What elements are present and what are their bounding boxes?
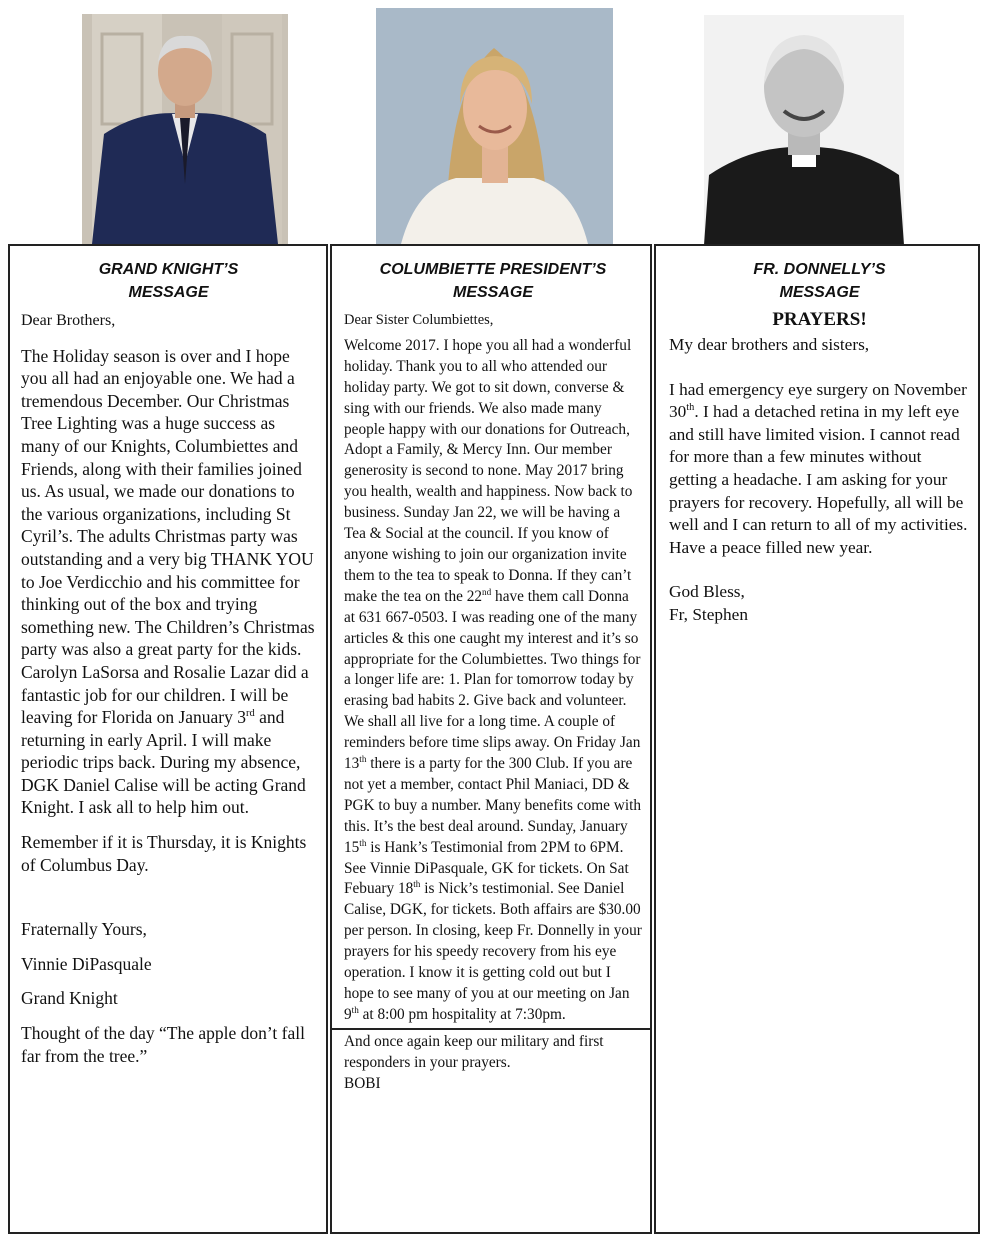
- message-body: Welcome 2017. I hope you all had a wonderful holiday. Thank you to all who attended our holiday party. We got to sit down, converse & sing with our friends. We also made many people happy with our donations for Outreach, Adopt a Family, & Mercy Inn. Our member generosity is second to none. May 2017 bring you health, wealth and happiness. Now back to business. Sunday Jan 22, we will be having a Tea & Social at the council. If you know of anyone wishing to join our organization invite them to the tea to speak to Donna. If they can’t make the tea on the 22nd have them call Donna at 631 667-0503. I was reading one of the many articles & this one caught my interest and it’s so appropriate for the Columbiettes. Two things for a longer life are: 1. Plan for tomorrow today by erasing bad habits 2. Give back and volunteer. We shall all live for a long time. A couple of reminders before time slips away. On Friday Jan 13th there is a party for the 300 Club. If you are not yet a member, contact Phil Maniaci, DD & PGK to buy a number. Many benefits come with this. It’s the best deal around. Sunday, January 15th is Hank’s Testimonial from 2PM to 6PM. See Vinnie DiPasquale, GK for tickets. On Sat Febuary 18th is Nick’s testimonial. See Daniel Calise, DGK, for tickets. Both affairs are $30.00 per person. In closing, keep Fr. Donnelly in your prayers for his speedy recovery from his eye operation. I know it is getting cold out but I hope to see many of you at our meeting on Jan 9th at 8:00 pm hospitality at 7:30pm.: [344, 336, 642, 1023]
- fr-donnelly-photo: [704, 15, 904, 245]
- paragraph: The Holiday season is over and I hope you all had an enjoyable one. We had a tremendous December. Our Christmas Tree Lighting was a huge success as many of our Knights, Columbiettes and Friends, along with their families joined us. As usual, we made our donations to the various organizations, including St Cyril’s. The adults Christmas party was outstanding and a very big THANK YOU to Joe Verdicchio and his committee for thinking out of the box and trying something new. The Children’s Christmas party was also a great party for the kids. Carolyn LaSorsa and Rosalie Lazar did a fantastic job for our children. I will be leaving for Florida on January 3rd and returning in early April. I will make periodic trips back. During my absence, DGK Daniel Calise will be acting Grand Knight. I ask all to help him out.: [21, 345, 315, 818]
- columbiette-president-column: [330, 244, 652, 1234]
- signature: Fr, Stephen: [669, 604, 748, 624]
- salutation: Dear Brothers,: [21, 312, 116, 329]
- grand-knight-photo: [82, 14, 288, 244]
- grand-knight-heading: [21, 258, 316, 304]
- heading-line: FR. DONNELLY’S: [753, 261, 886, 278]
- heading-line: COLUMBIETTE PRESIDENT’S: [379, 261, 607, 278]
- signature-title: Grand Knight: [21, 988, 118, 1009]
- closing: God Bless,: [669, 582, 745, 602]
- thought-of-the-day: Thought of the day “The apple don’t fall far from the tree.”: [21, 1023, 305, 1066]
- fr-donnelly-column: [654, 244, 980, 1234]
- heading-line: MESSAGE: [452, 284, 533, 301]
- columbiette-president-photo: [376, 8, 613, 244]
- closing: Fraternally Yours,: [21, 919, 147, 940]
- salutation: My dear brothers and sisters,: [669, 335, 870, 354]
- heading-line: MESSAGE: [128, 284, 209, 301]
- paragraph: Remember if it is Thursday, it is Knights of Columbus Day.: [21, 832, 307, 875]
- signature-name: Vinnie DiPasquale: [21, 953, 152, 974]
- heading-line: GRAND KNIGHT’S: [98, 261, 239, 278]
- message-body: I had emergency eye surgery on November 30th. I had a detached retina in my left eye and still have limited vision. I cannot read for more than a few minutes without getting a headache. I am asking for your prayers for recovery. Hopefully, all will be well and I can return to all of my activities. Have a peace filled new year.: [669, 379, 968, 557]
- divider: [332, 1028, 652, 1030]
- columbiette-president-heading: [344, 258, 642, 304]
- heading-line: MESSAGE: [779, 284, 860, 301]
- closing-note: And once again keep our military and first responders in your prayers.: [344, 1032, 604, 1071]
- prayers-subheading: PRAYERS!: [772, 309, 867, 330]
- salutation: Dear Sister Columbiettes,: [344, 312, 494, 328]
- grand-knight-column: [8, 244, 328, 1234]
- signature: BOBI: [344, 1074, 381, 1092]
- fr-donnelly-heading: [669, 258, 970, 304]
